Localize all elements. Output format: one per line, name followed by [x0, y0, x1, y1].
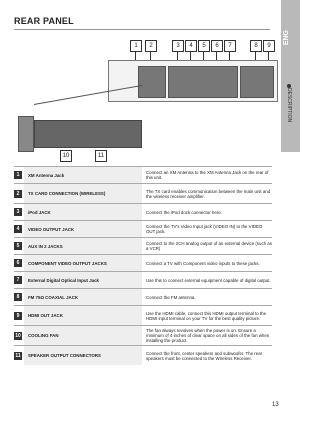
panel-section-right	[240, 66, 274, 98]
table-row	[14, 238, 272, 255]
callout-1: 1	[130, 40, 142, 52]
row-desc: Connect a TV with Component video inputs to these jacks.	[142, 255, 272, 272]
row-number: 1	[14, 171, 22, 179]
fan-panel	[18, 116, 34, 152]
title-divider	[14, 29, 270, 30]
rear-panel-table	[14, 166, 272, 365]
row-desc: The TX card enables communication between the main unit and the wireless receiver amplifier.	[142, 184, 272, 204]
side-tab	[281, 0, 300, 152]
page-title: REAR PANEL	[14, 16, 74, 26]
row-name: COOLING FAN	[24, 326, 142, 346]
callout-6: 6	[211, 40, 223, 52]
speaker-connector-zoom	[34, 120, 142, 148]
row-number: 9	[14, 312, 22, 320]
table-row	[14, 184, 272, 204]
table-row	[14, 272, 272, 289]
row-name: iPod JACK	[24, 204, 142, 221]
callout-5: 5	[198, 40, 210, 52]
side-tab-section: DESCRIPTION	[286, 88, 292, 123]
row-number: 5	[14, 242, 22, 250]
row-number: 3	[14, 208, 22, 216]
table-row	[14, 306, 272, 326]
row-desc: Connect the TV's Video Input jack (VIDEO IN) to the VIDEO OUT jack.	[142, 221, 272, 238]
table-row	[14, 326, 272, 346]
callout-9: 9	[263, 40, 275, 52]
row-number: 8	[14, 293, 22, 301]
row-number: 11	[15, 352, 21, 359]
side-tab-language: ENG	[283, 30, 290, 46]
row-name: COMPONENT VIDEO OUTPUT JACKS	[24, 255, 142, 272]
row-name: AUX IN 2 JACKS	[24, 238, 142, 255]
row-number: 2	[14, 190, 22, 198]
row-desc: Connect to the 2CH analog output of an external device (such as a VCR)	[142, 238, 272, 255]
callout-4: 4	[185, 40, 197, 52]
table-row	[14, 167, 272, 184]
table-row	[14, 346, 272, 366]
row-desc: Use the HDMI cable, connect this HDMI output terminal to the HDMI input terminal on your TV for the best quality picture.	[142, 306, 272, 326]
row-number: 4	[14, 225, 22, 233]
row-name: TX CARD CONNECTION (WIRELESS)	[24, 184, 142, 204]
row-number: 7	[14, 276, 22, 284]
row-name: SPEAKER OUTPUT CONNECTORS	[24, 346, 142, 366]
table-row	[14, 204, 272, 221]
row-desc: The fan always revolves when the power is on. Ensure a minimum of 4 inches of clear space on all sides of the fan when installing the product.	[142, 326, 272, 346]
row-name: VIDEO OUTPUT JACK	[24, 221, 142, 238]
callout-2: 2	[145, 40, 157, 52]
row-name: HDMI OUT JACK	[24, 306, 142, 326]
callout-8: 8	[250, 40, 262, 52]
panel-section-jacks	[168, 66, 238, 98]
page-number: 13	[272, 402, 279, 408]
row-name: External Digital Optical Input Jack	[24, 272, 142, 289]
table-row	[14, 221, 272, 238]
row-number: 10	[15, 332, 21, 339]
table-row	[14, 255, 272, 272]
callout-3: 3	[172, 40, 184, 52]
callout-7: 7	[224, 40, 236, 52]
panel-section-left	[138, 66, 166, 98]
row-desc: Connect an XM Antenna to the XM Antenna Jack on the rear of this unit.	[142, 167, 272, 184]
row-number: 6	[14, 259, 22, 267]
table-row	[14, 289, 272, 306]
callout-10: 10	[60, 150, 72, 162]
row-name: FM 75Ω COAXIAL JACK	[24, 289, 142, 306]
row-name: XM Antenna Jack	[24, 167, 142, 184]
callout-11: 11	[95, 150, 107, 162]
row-desc: Connect the FM antenna.	[142, 289, 272, 306]
row-desc: Connect the front, center speakers and subwoofer. The rear speakers must be connected to the Wireless Receiver.	[142, 346, 272, 366]
row-desc: Connect the iPod dock connector here.	[142, 204, 272, 221]
row-desc: Use this to connect external equipment capable of digital output.	[142, 272, 272, 289]
